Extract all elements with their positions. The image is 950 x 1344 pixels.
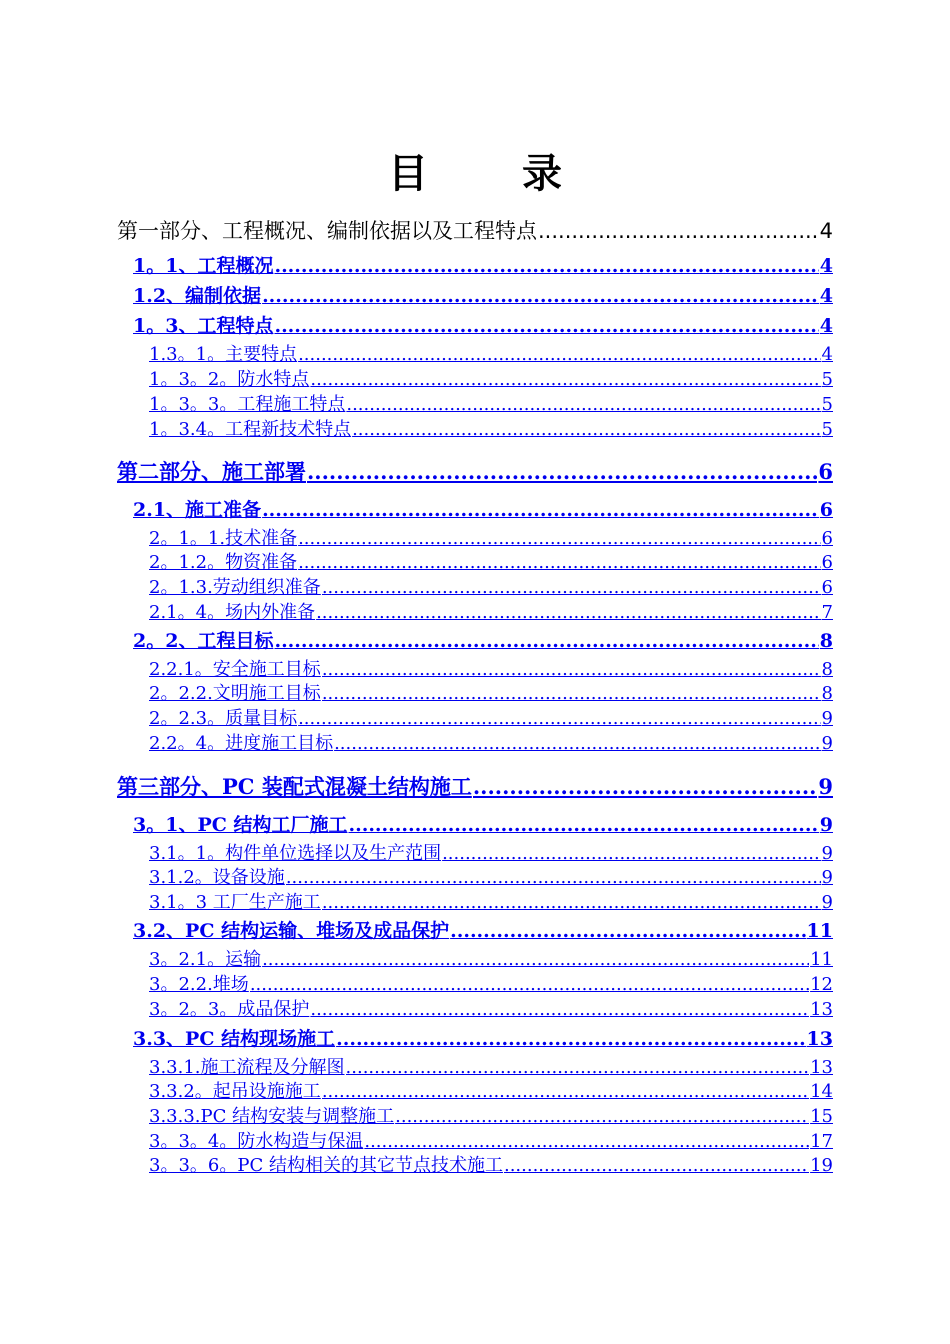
toc-dot-leader bbox=[262, 496, 819, 524]
toc-entry[interactable] bbox=[149, 601, 833, 625]
toc-entry bbox=[117, 216, 833, 246]
toc-entry[interactable] bbox=[149, 368, 833, 392]
toc-entry-title: 3.3.1.施工流程及分解图 bbox=[149, 1057, 345, 1078]
toc-dot-leader bbox=[322, 658, 821, 682]
toc-entry[interactable] bbox=[149, 866, 833, 890]
toc-page-number: 14 bbox=[810, 1081, 833, 1102]
toc-dot-leader bbox=[310, 998, 809, 1022]
toc-page-number: 13 bbox=[810, 1057, 833, 1078]
toc-page-number: 8 bbox=[821, 683, 833, 704]
toc-page-number: 4 bbox=[819, 219, 833, 243]
toc-entry-title: 2.2。4。进度施工目标 bbox=[149, 733, 334, 754]
toc-entry-title: 2。2.2.文明施工目标 bbox=[149, 683, 321, 704]
toc-dot-leader bbox=[322, 1080, 809, 1104]
toc-page-number: 6 bbox=[821, 552, 833, 573]
toc-dot-leader bbox=[334, 732, 820, 756]
toc-entry[interactable] bbox=[149, 682, 833, 706]
toc-entry-title: 2.1。4。场内外准备 bbox=[149, 602, 316, 623]
toc-page-number: 7 bbox=[821, 602, 833, 623]
toc-entry-title: 2。1。1.技术准备 bbox=[149, 528, 298, 549]
toc-entry-title: 3。3。4。防水构造与保温 bbox=[149, 1131, 364, 1152]
toc-dot-leader bbox=[538, 216, 819, 246]
toc-page-number: 13 bbox=[806, 1028, 833, 1050]
toc-entry-title: 3.1。3 工厂生产施工 bbox=[149, 892, 321, 913]
toc-page-number: 9 bbox=[819, 814, 833, 836]
toc-dot-leader bbox=[274, 312, 818, 340]
toc-page-number: 4 bbox=[819, 255, 833, 277]
toc-entry[interactable] bbox=[149, 551, 833, 575]
toc-entry-title: 2。1.2。物资准备 bbox=[149, 552, 298, 573]
toc-entry-title: 3。2.2.堆场 bbox=[149, 974, 249, 995]
toc-entry[interactable] bbox=[149, 343, 833, 367]
toc-dot-leader bbox=[322, 682, 821, 706]
toc-entry[interactable] bbox=[133, 811, 833, 839]
toc-entry-title: 2。2、工程目标 bbox=[133, 630, 274, 652]
toc-dot-leader bbox=[298, 707, 820, 731]
toc-entry[interactable] bbox=[133, 917, 833, 945]
toc-entry[interactable] bbox=[149, 998, 833, 1022]
toc-entry[interactable] bbox=[149, 1154, 833, 1178]
toc-entry[interactable] bbox=[149, 658, 833, 682]
toc-dot-leader bbox=[250, 973, 809, 997]
toc-entry[interactable] bbox=[149, 418, 833, 442]
toc-entry-title: 3。3。6。PC 结构相关的其它节点技术施工 bbox=[149, 1155, 503, 1176]
toc-entry-title: 3.1。1。构件单位选择以及生产范围 bbox=[149, 843, 442, 864]
toc-dot-leader bbox=[298, 551, 820, 575]
toc-page-number: 6 bbox=[821, 528, 833, 549]
toc-dot-leader bbox=[352, 418, 820, 442]
toc-page-number: 6 bbox=[819, 499, 833, 521]
toc-page-number: 6 bbox=[818, 459, 833, 484]
toc-dot-leader bbox=[298, 527, 820, 551]
toc-page-number: 15 bbox=[810, 1106, 833, 1127]
toc-page-number: 8 bbox=[819, 630, 833, 652]
toc-entry[interactable] bbox=[117, 772, 833, 802]
toc-entry-title: 1。3、工程特点 bbox=[133, 315, 274, 337]
toc-entry[interactable] bbox=[149, 948, 833, 972]
toc-page-number: 12 bbox=[810, 974, 833, 995]
toc-entry[interactable] bbox=[149, 732, 833, 756]
toc-entry[interactable] bbox=[149, 842, 833, 866]
toc-entry-title: 3.3、PC 结构现场施工 bbox=[133, 1028, 336, 1050]
toc-entry[interactable] bbox=[149, 1080, 833, 1104]
toc-entry[interactable] bbox=[149, 973, 833, 997]
toc-entry-title: 2.1、施工准备 bbox=[133, 499, 262, 521]
toc-dot-leader bbox=[450, 917, 805, 945]
toc-dot-leader bbox=[274, 252, 818, 280]
toc-entry-title: 1。3。2。防水特点 bbox=[149, 369, 310, 390]
toc-entry-title: 第二部分、施工部署 bbox=[117, 459, 306, 484]
toc-page-number: 17 bbox=[810, 1131, 833, 1152]
toc-entry-title: 1。3。3。工程施工特点 bbox=[149, 394, 346, 415]
toc-page-number: 4 bbox=[821, 344, 833, 365]
toc-page-number: 4 bbox=[819, 315, 833, 337]
toc-dot-leader bbox=[262, 948, 809, 972]
toc-dot-leader bbox=[322, 576, 821, 600]
toc-entry-title: 3。1、PC 结构工厂施工 bbox=[133, 814, 348, 836]
toc-entry[interactable] bbox=[133, 496, 833, 524]
toc-dot-leader bbox=[307, 457, 817, 487]
toc-entry-title: 第三部分、PC 装配式混凝土结构施工 bbox=[117, 774, 472, 799]
toc-dot-leader bbox=[346, 1056, 810, 1080]
toc-entry-title: 2。1.3.劳动组织准备 bbox=[149, 577, 321, 598]
toc-page-number: 4 bbox=[819, 285, 833, 307]
toc-entry-title: 3.1.2。设备设施 bbox=[149, 867, 285, 888]
toc-dot-leader bbox=[504, 1154, 809, 1178]
toc-entry[interactable] bbox=[133, 252, 833, 280]
toc-dot-leader bbox=[310, 368, 820, 392]
toc-dot-leader bbox=[262, 282, 819, 310]
toc-dot-leader bbox=[336, 1025, 805, 1053]
toc-dot-leader bbox=[473, 772, 818, 802]
toc-page-number: 8 bbox=[821, 659, 833, 680]
toc-entry[interactable] bbox=[149, 891, 833, 915]
toc-entry[interactable] bbox=[133, 282, 833, 310]
toc-entry-title: 3.3.2。起吊设施施工 bbox=[149, 1081, 321, 1102]
toc-entry[interactable] bbox=[133, 1025, 833, 1053]
toc-dot-leader bbox=[395, 1105, 809, 1129]
toc-entry-title: 1。3.4。工程新技术特点 bbox=[149, 419, 352, 440]
toc-entry[interactable] bbox=[149, 1056, 833, 1080]
toc-entry-title: 3.3.3.PC 结构安装与调整施工 bbox=[149, 1106, 395, 1127]
toc-page-number: 19 bbox=[810, 1155, 833, 1176]
toc-dot-leader bbox=[442, 842, 820, 866]
toc-entry[interactable] bbox=[149, 393, 833, 417]
toc-entry[interactable] bbox=[149, 1105, 833, 1129]
toc-entry[interactable] bbox=[149, 576, 833, 600]
toc-entry[interactable] bbox=[133, 312, 833, 340]
toc-page-number: 9 bbox=[818, 774, 833, 799]
toc-dot-leader bbox=[364, 1130, 809, 1154]
toc-entry[interactable] bbox=[133, 627, 833, 655]
toc-entry-title: 第一部分、工程概况、编制依据以及工程特点 bbox=[117, 219, 537, 243]
toc-entry-title: 1。1、工程概况 bbox=[133, 255, 274, 277]
toc-entry-title: 3。2.1。运输 bbox=[149, 949, 262, 970]
toc-page-number: 5 bbox=[821, 394, 833, 415]
toc-page-number: 9 bbox=[821, 708, 833, 729]
toc-entry[interactable] bbox=[117, 457, 833, 487]
toc-entry-title: 2。2.3。质量目标 bbox=[149, 708, 298, 729]
toc-page-number: 11 bbox=[806, 920, 833, 942]
toc-dot-leader bbox=[286, 866, 821, 890]
toc-entry-title: 2.2.1。安全施工目标 bbox=[149, 659, 321, 680]
toc-page-number: 6 bbox=[821, 577, 833, 598]
toc-page-number: 9 bbox=[821, 733, 833, 754]
toc-page-number: 5 bbox=[821, 419, 833, 440]
toc-page-number: 9 bbox=[821, 843, 833, 864]
toc-dot-leader bbox=[298, 343, 820, 367]
toc-page-number: 9 bbox=[821, 867, 833, 888]
toc-dot-leader bbox=[274, 627, 818, 655]
toc-page-number: 5 bbox=[821, 369, 833, 390]
toc-page-number: 11 bbox=[810, 949, 833, 970]
toc-title: 目 录 bbox=[388, 151, 602, 197]
toc-dot-leader bbox=[316, 601, 820, 625]
toc-entry[interactable] bbox=[149, 527, 833, 551]
toc-entry-title: 1.3。1。主要特点 bbox=[149, 344, 298, 365]
toc-dot-leader bbox=[348, 811, 818, 839]
toc-page-number: 9 bbox=[821, 892, 833, 913]
toc-dot-leader bbox=[346, 393, 820, 417]
toc-dot-leader bbox=[322, 891, 821, 915]
toc-page-number: 13 bbox=[810, 999, 833, 1020]
toc-entry-title: 1.2、编制依据 bbox=[133, 285, 262, 307]
toc-entry-title: 3。2。3。成品保护 bbox=[149, 999, 310, 1020]
toc-entry-title: 3.2、PC 结构运输、堆场及成品保护 bbox=[133, 920, 450, 942]
toc-entry[interactable] bbox=[149, 1130, 833, 1154]
toc-entry[interactable] bbox=[149, 707, 833, 731]
